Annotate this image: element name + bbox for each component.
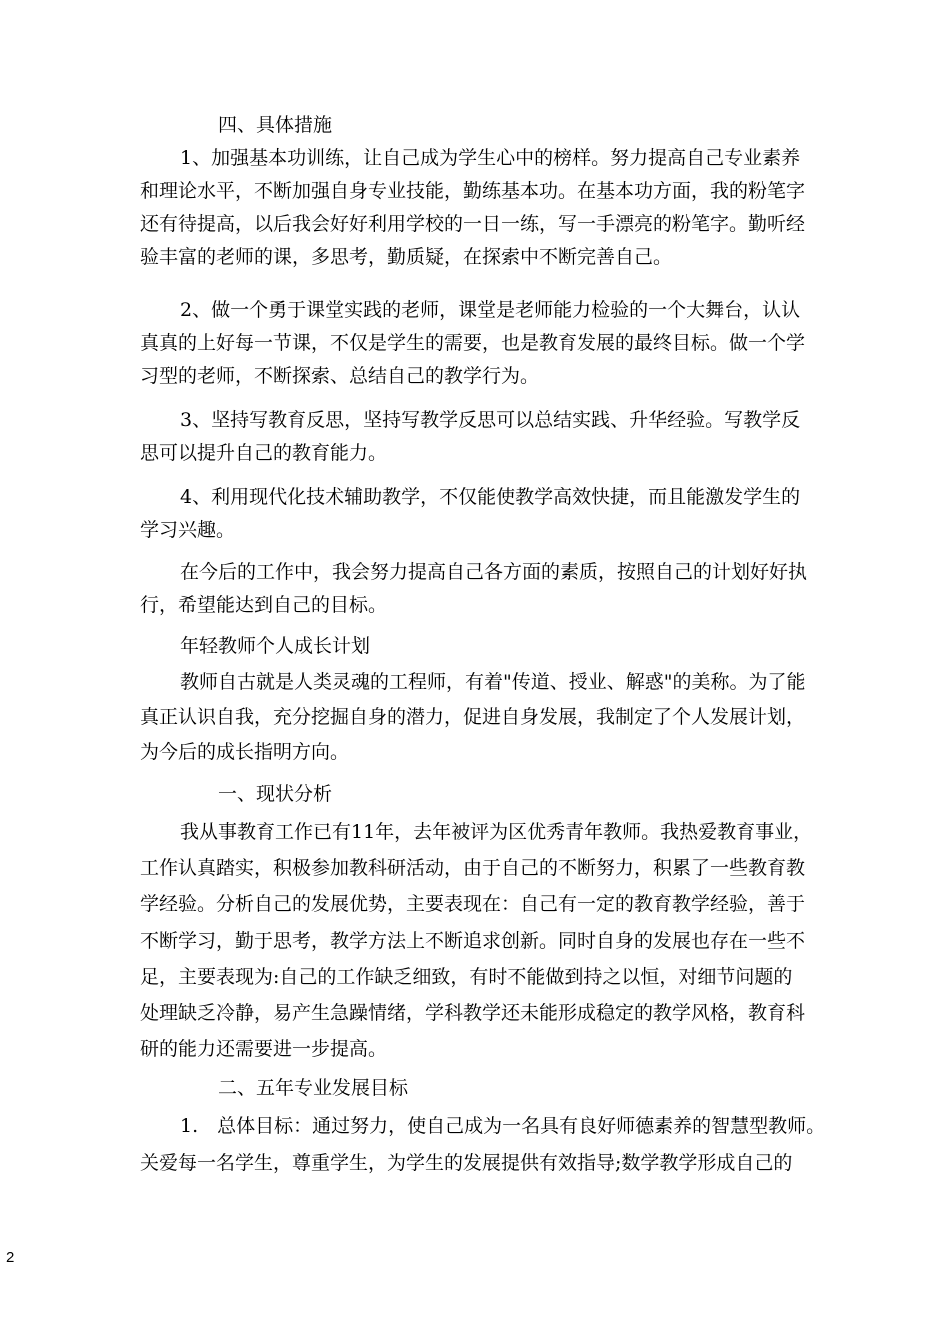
section-heading-measures: 四、具体措施 [218,114,333,136]
paragraph-line: 在今后的工作中，我会努力提高自己各方面的素质，按照自己的计划好好执 [180,561,808,583]
paragraph-line: 3、坚持写教育反思，坚持写教学反思可以总结实践、升华经验。写教学反 [180,409,801,431]
paragraph-line: 还有待提高，以后我会好好利用学校的一日一练，写一手漂亮的粉笔字。勤听经 [140,213,806,235]
paragraph-line: 足，主要表现为:自己的工作缺乏细致，有时不能做到持之以恒，对细节问题的 [140,966,793,988]
section-heading-status-analysis: 一、现状分析 [218,783,333,805]
paragraph-line: 思可以提升自己的教育能力。 [140,442,388,464]
paragraph-line: 工作认真踏实，积极参加教科研活动，由于自己的不断努力，积累了一些教育教 [140,857,806,879]
paragraph-line: 真正认识自我，充分挖掘自身的潜力，促进自身发展，我制定了个人发展计划， [140,706,806,728]
section-heading-five-year-goals: 二、五年专业发展目标 [218,1077,409,1099]
paragraph-line: 学习兴趣。 [140,519,236,541]
paragraph-line: 和理论水平，不断加强自身专业技能，勤练基本功。在基本功方面，我的粉笔字 [140,180,806,202]
paragraph-line: 处理缺乏冷静，易产生急躁情绪，学科教学还未能形成稳定的教学风格，教育科 [140,1002,806,1024]
paragraph-line: 为今后的成长指明方向。 [140,741,350,763]
paragraph-line: 2、做一个勇于课堂实践的老师，课堂是老师能力检验的一个大舞台，认认 [180,299,801,321]
document-title-teacher-growth-plan: 年轻教师个人成长计划 [180,635,371,657]
paragraph-line: 教师自古就是人类灵魂的工程师，有着"传道、授业、解惑"的美称。为了能 [180,671,806,693]
paragraph-line: 我从事教育工作已有11年，去年被评为区优秀青年教师。我热爱教育事业， [180,821,813,843]
paragraph-line: 行，希望能达到自己的目标。 [140,594,388,616]
paragraph-line: 学经验。分析自己的发展优势，主要表现在：自己有一定的教育教学经验，善于 [140,893,806,915]
paragraph-line: 关爱每一名学生，尊重学生，为学生的发展提供有效指导;数学教学形成自己的 [140,1152,793,1174]
paragraph-line: 4、利用现代化技术辅助教学，不仅能使教学高效快捷，而且能激发学生的 [180,486,801,508]
paragraph-line: 研的能力还需要进一步提高。 [140,1038,388,1060]
page-number: 2 [6,1249,15,1266]
paragraph-line: 1、加强基本功训练，让自己成为学生心中的榜样。努力提高自己专业素养 [180,147,801,169]
paragraph-line: 习型的老师，不断探索、总结自己的教学行为。 [140,365,540,387]
paragraph-line: 不断学习，勤于思考，教学方法上不断追求创新。同时自身的发展也存在一些不 [140,930,806,952]
paragraph-line: 真真的上好每一节课，不仅是学生的需要，也是教育发展的最终目标。做一个学 [140,332,806,354]
paragraph-line: 1. 总体目标：通过努力，使自己成为一名具有良好师德素养的智慧型教师。 [180,1115,826,1137]
paragraph-line: 验丰富的老师的课，多思考，勤质疑，在探索中不断完善自己。 [140,246,673,268]
